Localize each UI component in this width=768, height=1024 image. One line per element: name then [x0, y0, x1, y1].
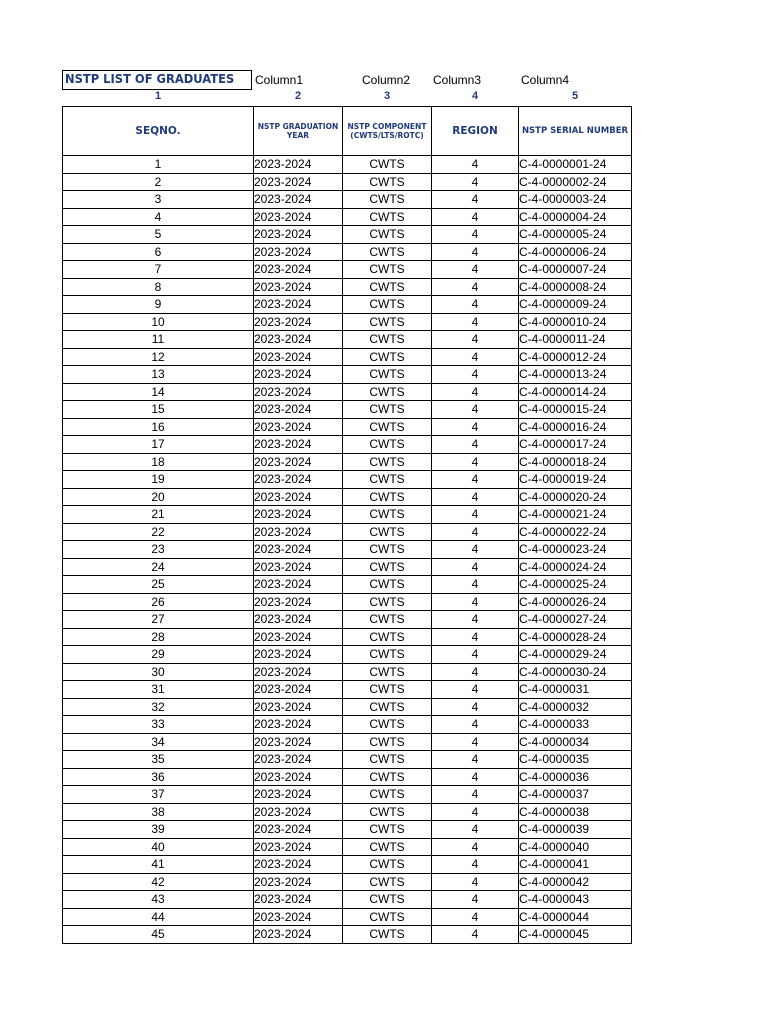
cell-component[interactable]: CWTS — [343, 751, 432, 769]
cell-seqno[interactable]: 3 — [63, 191, 254, 209]
cell-component[interactable]: CWTS — [343, 873, 432, 891]
cell-region[interactable]: 4 — [432, 908, 519, 926]
header-component-line2: (CWTS/LTS/ROTC) — [350, 131, 424, 140]
cell-serial-number[interactable]: C-4-0000032 — [519, 698, 632, 716]
cell-component[interactable]: CWTS — [343, 908, 432, 926]
cell-graduation-year[interactable]: 2023-2024 — [254, 768, 343, 786]
column-number-5: 5 — [571, 90, 579, 102]
column-header-3: Column3 — [433, 73, 482, 87]
table-row — [63, 331, 632, 349]
table-row — [63, 821, 632, 839]
table-header-row — [63, 107, 632, 156]
cell-serial-number[interactable]: C-4-0000010-24 — [519, 313, 632, 331]
cell-serial-number[interactable]: C-4-0000026-24 — [519, 593, 632, 611]
cell-component[interactable]: CWTS — [343, 331, 432, 349]
cell-seqno[interactable]: 19 — [63, 471, 254, 489]
cell-serial-number[interactable]: C-4-0000036 — [519, 768, 632, 786]
cell-seqno[interactable]: 30 — [63, 663, 254, 681]
cell-seqno[interactable]: 27 — [63, 611, 254, 629]
table-row — [63, 243, 632, 261]
cell-seqno[interactable]: 41 — [63, 856, 254, 874]
cell-serial-number[interactable]: C-4-0000018-24 — [519, 453, 632, 471]
header-serial-number[interactable]: NSTP SERIAL NUMBER — [519, 107, 632, 156]
cell-graduation-year[interactable]: 2023-2024 — [254, 383, 343, 401]
cell-region[interactable]: 4 — [432, 558, 519, 576]
cell-seqno[interactable]: 45 — [63, 926, 254, 944]
cell-graduation-year[interactable]: 2023-2024 — [254, 908, 343, 926]
cell-seqno[interactable]: 17 — [63, 436, 254, 454]
cell-region[interactable]: 4 — [432, 331, 519, 349]
cell-seqno[interactable]: 9 — [63, 296, 254, 314]
cell-region[interactable]: 4 — [432, 856, 519, 874]
cell-graduation-year[interactable]: 2023-2024 — [254, 873, 343, 891]
table-row — [63, 523, 632, 541]
cell-region[interactable]: 4 — [432, 156, 519, 174]
cell-graduation-year[interactable]: 2023-2024 — [254, 208, 343, 226]
cell-component[interactable]: CWTS — [343, 733, 432, 751]
cell-region[interactable]: 4 — [432, 803, 519, 821]
cell-component[interactable]: CWTS — [343, 576, 432, 594]
cell-seqno[interactable]: 37 — [63, 786, 254, 804]
cell-seqno[interactable]: 33 — [63, 716, 254, 734]
cell-component[interactable]: CWTS — [343, 838, 432, 856]
cell-serial-number[interactable]: C-4-0000021-24 — [519, 506, 632, 524]
cell-serial-number[interactable]: C-4-0000040 — [519, 838, 632, 856]
header-component[interactable] — [343, 107, 432, 156]
table-row — [63, 541, 632, 559]
cell-serial-number[interactable]: C-4-0000012-24 — [519, 348, 632, 366]
cell-region[interactable]: 4 — [432, 348, 519, 366]
cell-graduation-year[interactable]: 2023-2024 — [254, 663, 343, 681]
cell-seqno[interactable]: 16 — [63, 418, 254, 436]
cell-region[interactable]: 4 — [432, 786, 519, 804]
cell-seqno[interactable]: 25 — [63, 576, 254, 594]
cell-serial-number[interactable]: C-4-0000002-24 — [519, 173, 632, 191]
cell-component[interactable]: CWTS — [343, 891, 432, 909]
cell-component[interactable]: CWTS — [343, 296, 432, 314]
table-row — [63, 681, 632, 699]
cell-region[interactable]: 4 — [432, 646, 519, 664]
cell-serial-number[interactable]: C-4-0000038 — [519, 803, 632, 821]
table-row — [63, 366, 632, 384]
cell-component[interactable]: CWTS — [343, 821, 432, 839]
cell-graduation-year[interactable]: 2023-2024 — [254, 733, 343, 751]
cell-serial-number[interactable]: C-4-0000030-24 — [519, 663, 632, 681]
cell-serial-number[interactable]: C-4-0000016-24 — [519, 418, 632, 436]
cell-component[interactable]: CWTS — [343, 593, 432, 611]
cell-seqno[interactable]: 34 — [63, 733, 254, 751]
cell-serial-number[interactable]: C-4-0000034 — [519, 733, 632, 751]
table-row — [63, 698, 632, 716]
table-row — [63, 208, 632, 226]
cell-seqno[interactable]: 29 — [63, 646, 254, 664]
cell-seqno[interactable]: 40 — [63, 838, 254, 856]
cell-graduation-year[interactable]: 2023-2024 — [254, 436, 343, 454]
cell-graduation-year[interactable]: 2023-2024 — [254, 821, 343, 839]
cell-region[interactable]: 4 — [432, 576, 519, 594]
cell-serial-number[interactable]: C-4-0000029-24 — [519, 646, 632, 664]
cell-seqno[interactable]: 21 — [63, 506, 254, 524]
cell-serial-number[interactable]: C-4-0000005-24 — [519, 226, 632, 244]
cell-component[interactable]: CWTS — [343, 506, 432, 524]
cell-region[interactable]: 4 — [432, 698, 519, 716]
cell-seqno[interactable]: 1 — [63, 156, 254, 174]
cell-component[interactable]: CWTS — [343, 663, 432, 681]
cell-graduation-year[interactable]: 2023-2024 — [254, 576, 343, 594]
table-row — [63, 278, 632, 296]
cell-component[interactable]: CWTS — [343, 786, 432, 804]
cell-graduation-year[interactable]: 2023-2024 — [254, 523, 343, 541]
cell-graduation-year[interactable]: 2023-2024 — [254, 418, 343, 436]
cell-graduation-year[interactable]: 2023-2024 — [254, 156, 343, 174]
cell-seqno[interactable]: 11 — [63, 331, 254, 349]
cell-region[interactable]: 4 — [432, 418, 519, 436]
graduates-table — [62, 106, 632, 944]
cell-serial-number[interactable]: C-4-0000035 — [519, 751, 632, 769]
cell-graduation-year[interactable]: 2023-2024 — [254, 261, 343, 279]
cell-graduation-year[interactable]: 2023-2024 — [254, 646, 343, 664]
table-row — [63, 401, 632, 419]
cell-region[interactable]: 4 — [432, 471, 519, 489]
cell-graduation-year[interactable]: 2023-2024 — [254, 698, 343, 716]
cell-seqno[interactable]: 13 — [63, 366, 254, 384]
header-graduation-year-line1: NSTP GRADUATION — [257, 122, 339, 131]
cell-graduation-year[interactable]: 2023-2024 — [254, 173, 343, 191]
cell-graduation-year[interactable]: 2023-2024 — [254, 348, 343, 366]
cell-component[interactable]: CWTS — [343, 278, 432, 296]
table-row — [63, 418, 632, 436]
cell-serial-number[interactable]: C-4-0000025-24 — [519, 576, 632, 594]
cell-seqno[interactable]: 35 — [63, 751, 254, 769]
cell-region[interactable]: 4 — [432, 226, 519, 244]
cell-graduation-year[interactable]: 2023-2024 — [254, 243, 343, 261]
table-row — [63, 576, 632, 594]
cell-seqno[interactable]: 23 — [63, 541, 254, 559]
cell-component[interactable]: CWTS — [343, 208, 432, 226]
cell-component[interactable]: CWTS — [343, 156, 432, 174]
cell-graduation-year[interactable]: 2023-2024 — [254, 838, 343, 856]
cell-seqno[interactable]: 20 — [63, 488, 254, 506]
cell-region[interactable]: 4 — [432, 593, 519, 611]
cell-seqno[interactable]: 5 — [63, 226, 254, 244]
cell-component[interactable]: CWTS — [343, 471, 432, 489]
cell-region[interactable]: 4 — [432, 611, 519, 629]
header-region[interactable]: REGION — [432, 107, 519, 156]
table-row — [63, 488, 632, 506]
cell-region[interactable]: 4 — [432, 733, 519, 751]
cell-seqno[interactable]: 6 — [63, 243, 254, 261]
cell-region[interactable]: 4 — [432, 383, 519, 401]
table-row — [63, 593, 632, 611]
cell-region[interactable]: 4 — [432, 313, 519, 331]
table-row — [63, 838, 632, 856]
cell-component[interactable]: CWTS — [343, 191, 432, 209]
cell-component[interactable]: CWTS — [343, 523, 432, 541]
cell-serial-number[interactable]: C-4-0000013-24 — [519, 366, 632, 384]
cell-component[interactable]: CWTS — [343, 418, 432, 436]
column-header-2: Column2 — [362, 73, 411, 87]
cell-graduation-year[interactable]: 2023-2024 — [254, 366, 343, 384]
column-number-4: 4 — [471, 90, 479, 102]
cell-graduation-year[interactable]: 2023-2024 — [254, 593, 343, 611]
cell-region[interactable]: 4 — [432, 296, 519, 314]
cell-graduation-year[interactable]: 2023-2024 — [254, 313, 343, 331]
cell-seqno[interactable]: 24 — [63, 558, 254, 576]
cell-graduation-year[interactable]: 2023-2024 — [254, 891, 343, 909]
cell-seqno[interactable]: 18 — [63, 453, 254, 471]
cell-serial-number[interactable]: C-4-0000033 — [519, 716, 632, 734]
cell-serial-number[interactable]: C-4-0000043 — [519, 891, 632, 909]
cell-region[interactable]: 4 — [432, 751, 519, 769]
cell-region[interactable]: 4 — [432, 891, 519, 909]
cell-component[interactable]: CWTS — [343, 226, 432, 244]
cell-region[interactable]: 4 — [432, 838, 519, 856]
cell-component[interactable]: CWTS — [343, 488, 432, 506]
cell-seqno[interactable]: 44 — [63, 908, 254, 926]
table-row — [63, 506, 632, 524]
cell-graduation-year[interactable]: 2023-2024 — [254, 471, 343, 489]
cell-component[interactable]: CWTS — [343, 681, 432, 699]
table-row — [63, 226, 632, 244]
cell-region[interactable]: 4 — [432, 821, 519, 839]
cell-graduation-year[interactable]: 2023-2024 — [254, 331, 343, 349]
cell-seqno[interactable]: 2 — [63, 173, 254, 191]
cell-serial-number[interactable]: C-4-0000024-24 — [519, 558, 632, 576]
cell-seqno[interactable]: 8 — [63, 278, 254, 296]
cell-component[interactable]: CWTS — [343, 313, 432, 331]
cell-graduation-year[interactable]: 2023-2024 — [254, 226, 343, 244]
cell-serial-number[interactable]: C-4-0000008-24 — [519, 278, 632, 296]
cell-graduation-year[interactable]: 2023-2024 — [254, 401, 343, 419]
cell-component[interactable]: CWTS — [343, 243, 432, 261]
cell-serial-number[interactable]: C-4-0000041 — [519, 856, 632, 874]
cell-serial-number[interactable]: C-4-0000031 — [519, 681, 632, 699]
sheet-title: NSTP LIST OF GRADUATES — [65, 71, 235, 86]
header-graduation-year-line2: YEAR — [286, 131, 310, 140]
table-row — [63, 191, 632, 209]
cell-region[interactable]: 4 — [432, 541, 519, 559]
cell-graduation-year[interactable]: 2023-2024 — [254, 803, 343, 821]
table-row — [63, 296, 632, 314]
cell-serial-number[interactable]: C-4-0000037 — [519, 786, 632, 804]
cell-serial-number[interactable]: C-4-0000006-24 — [519, 243, 632, 261]
cell-component[interactable]: CWTS — [343, 558, 432, 576]
cell-seqno[interactable]: 7 — [63, 261, 254, 279]
cell-seqno[interactable]: 12 — [63, 348, 254, 366]
cell-component[interactable]: CWTS — [343, 926, 432, 944]
cell-serial-number[interactable]: C-4-0000001-24 — [519, 156, 632, 174]
cell-component[interactable]: CWTS — [343, 541, 432, 559]
cell-region[interactable]: 4 — [432, 453, 519, 471]
table-row — [63, 611, 632, 629]
table-row — [63, 751, 632, 769]
column-header-4: Column4 — [521, 73, 570, 87]
cell-graduation-year[interactable]: 2023-2024 — [254, 278, 343, 296]
table-row — [63, 873, 632, 891]
cell-serial-number[interactable]: C-4-0000015-24 — [519, 401, 632, 419]
cell-component[interactable]: CWTS — [343, 453, 432, 471]
table-row — [63, 856, 632, 874]
cell-region[interactable]: 4 — [432, 173, 519, 191]
table-row — [63, 558, 632, 576]
cell-region[interactable]: 4 — [432, 261, 519, 279]
cell-seqno[interactable]: 28 — [63, 628, 254, 646]
cell-component[interactable]: CWTS — [343, 173, 432, 191]
table-row — [63, 803, 632, 821]
cell-region[interactable]: 4 — [432, 768, 519, 786]
cell-seqno[interactable]: 38 — [63, 803, 254, 821]
cell-region[interactable]: 4 — [432, 663, 519, 681]
cell-region[interactable]: 4 — [432, 191, 519, 209]
table-row — [63, 313, 632, 331]
cell-serial-number[interactable]: C-4-0000022-24 — [519, 523, 632, 541]
cell-serial-number[interactable]: C-4-0000023-24 — [519, 541, 632, 559]
cell-seqno[interactable]: 10 — [63, 313, 254, 331]
header-seqno[interactable]: SEQNO. — [63, 107, 254, 156]
cell-region[interactable]: 4 — [432, 873, 519, 891]
table-row — [63, 926, 632, 944]
cell-seqno[interactable]: 32 — [63, 698, 254, 716]
cell-graduation-year[interactable]: 2023-2024 — [254, 681, 343, 699]
table-row — [63, 908, 632, 926]
cell-serial-number[interactable]: C-4-0000039 — [519, 821, 632, 839]
table-row — [63, 768, 632, 786]
cell-graduation-year[interactable]: 2023-2024 — [254, 506, 343, 524]
cell-seqno[interactable]: 14 — [63, 383, 254, 401]
cell-graduation-year[interactable]: 2023-2024 — [254, 488, 343, 506]
sheet-title-cell[interactable] — [62, 70, 252, 90]
table-row — [63, 716, 632, 734]
cell-serial-number[interactable]: C-4-0000020-24 — [519, 488, 632, 506]
table-row — [63, 891, 632, 909]
cell-serial-number[interactable]: C-4-0000027-24 — [519, 611, 632, 629]
table-row — [63, 733, 632, 751]
cell-region[interactable]: 4 — [432, 436, 519, 454]
cell-seqno[interactable]: 43 — [63, 891, 254, 909]
column-number-1: 1 — [154, 90, 162, 102]
cell-serial-number[interactable]: C-4-0000007-24 — [519, 261, 632, 279]
cell-serial-number[interactable]: C-4-0000042 — [519, 873, 632, 891]
table-row — [63, 261, 632, 279]
cell-region[interactable]: 4 — [432, 506, 519, 524]
cell-component[interactable]: CWTS — [343, 383, 432, 401]
cell-serial-number[interactable]: C-4-0000028-24 — [519, 628, 632, 646]
cell-component[interactable]: CWTS — [343, 436, 432, 454]
cell-region[interactable]: 4 — [432, 243, 519, 261]
cell-graduation-year[interactable]: 2023-2024 — [254, 453, 343, 471]
cell-component[interactable]: CWTS — [343, 768, 432, 786]
cell-region[interactable]: 4 — [432, 523, 519, 541]
cell-region[interactable]: 4 — [432, 488, 519, 506]
column-number-3: 3 — [383, 90, 391, 102]
cell-component[interactable]: CWTS — [343, 803, 432, 821]
cell-component[interactable]: CWTS — [343, 261, 432, 279]
cell-region[interactable]: 4 — [432, 366, 519, 384]
cell-graduation-year[interactable]: 2023-2024 — [254, 786, 343, 804]
cell-region[interactable]: 4 — [432, 716, 519, 734]
cell-region[interactable]: 4 — [432, 681, 519, 699]
column-number-2: 2 — [294, 90, 302, 102]
cell-region[interactable]: 4 — [432, 926, 519, 944]
cell-seqno[interactable]: 4 — [63, 208, 254, 226]
cell-serial-number[interactable]: C-4-0000044 — [519, 908, 632, 926]
cell-serial-number[interactable]: C-4-0000017-24 — [519, 436, 632, 454]
table-row — [63, 628, 632, 646]
cell-component[interactable]: CWTS — [343, 366, 432, 384]
cell-component[interactable]: CWTS — [343, 698, 432, 716]
cell-serial-number[interactable]: C-4-0000011-24 — [519, 331, 632, 349]
cell-graduation-year[interactable]: 2023-2024 — [254, 558, 343, 576]
cell-component[interactable]: CWTS — [343, 646, 432, 664]
cell-seqno[interactable]: 36 — [63, 768, 254, 786]
cell-graduation-year[interactable]: 2023-2024 — [254, 296, 343, 314]
cell-seqno[interactable]: 22 — [63, 523, 254, 541]
cell-graduation-year[interactable]: 2023-2024 — [254, 926, 343, 944]
table-row — [63, 663, 632, 681]
cell-graduation-year[interactable]: 2023-2024 — [254, 628, 343, 646]
cell-serial-number[interactable]: C-4-0000019-24 — [519, 471, 632, 489]
cell-graduation-year[interactable]: 2023-2024 — [254, 541, 343, 559]
header-graduation-year[interactable] — [254, 107, 343, 156]
cell-seqno[interactable]: 39 — [63, 821, 254, 839]
cell-component[interactable]: CWTS — [343, 856, 432, 874]
cell-graduation-year[interactable]: 2023-2024 — [254, 611, 343, 629]
cell-serial-number[interactable]: C-4-0000014-24 — [519, 383, 632, 401]
table-row — [63, 453, 632, 471]
cell-graduation-year[interactable]: 2023-2024 — [254, 716, 343, 734]
cell-graduation-year[interactable]: 2023-2024 — [254, 191, 343, 209]
cell-seqno[interactable]: 31 — [63, 681, 254, 699]
table-row — [63, 646, 632, 664]
cell-region[interactable]: 4 — [432, 208, 519, 226]
column-header-1: Column1 — [255, 73, 304, 87]
table-row — [63, 156, 632, 174]
cell-serial-number[interactable]: C-4-0000009-24 — [519, 296, 632, 314]
cell-seqno[interactable]: 26 — [63, 593, 254, 611]
cell-seqno[interactable]: 15 — [63, 401, 254, 419]
cell-component[interactable]: CWTS — [343, 611, 432, 629]
cell-graduation-year[interactable]: 2023-2024 — [254, 856, 343, 874]
cell-region[interactable]: 4 — [432, 278, 519, 296]
cell-component[interactable]: CWTS — [343, 348, 432, 366]
cell-region[interactable]: 4 — [432, 401, 519, 419]
cell-serial-number[interactable]: C-4-0000045 — [519, 926, 632, 944]
table-row — [63, 786, 632, 804]
table-row — [63, 383, 632, 401]
cell-component[interactable]: CWTS — [343, 401, 432, 419]
cell-component[interactable]: CWTS — [343, 716, 432, 734]
header-component-line1: NSTP COMPONENT — [347, 122, 427, 131]
cell-seqno[interactable]: 42 — [63, 873, 254, 891]
table-row — [63, 348, 632, 366]
cell-region[interactable]: 4 — [432, 628, 519, 646]
cell-serial-number[interactable]: C-4-0000004-24 — [519, 208, 632, 226]
table-row — [63, 436, 632, 454]
cell-serial-number[interactable]: C-4-0000003-24 — [519, 191, 632, 209]
table-body — [63, 156, 632, 944]
cell-graduation-year[interactable]: 2023-2024 — [254, 751, 343, 769]
table-row — [63, 173, 632, 191]
cell-component[interactable]: CWTS — [343, 628, 432, 646]
table-row — [63, 471, 632, 489]
